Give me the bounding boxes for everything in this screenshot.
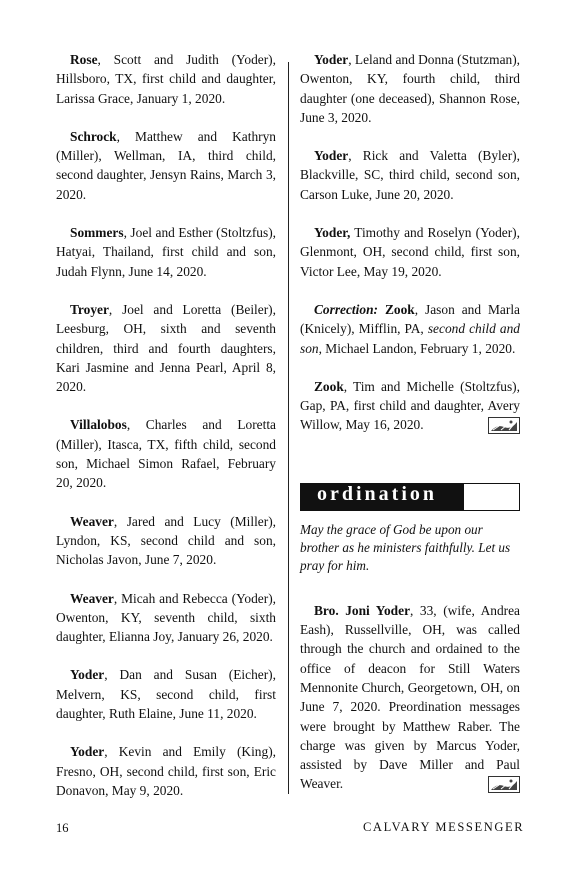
birth-entry — [56, 50, 276, 108]
birth-entry — [56, 742, 276, 800]
entry-surname: Troyer — [70, 301, 109, 317]
page-number: 16 — [56, 821, 69, 835]
entry-surname: Rose — [70, 52, 98, 67]
birth-entry — [300, 377, 520, 435]
column-divider — [288, 62, 289, 794]
section-end-ornament-icon — [488, 776, 520, 793]
birth-entry — [56, 415, 276, 492]
left-column — [56, 50, 276, 819]
entry-text: , Joel and Loretta (Beiler), Leesburg, OH, sixth and seventh children, third and fourth daughters, Kari Jasmine and Jenna Pearl, April 8, 2020. — [56, 301, 276, 395]
entry-text: , Scott and Judith (Yoder), Hillsboro, TX, first child and daughter, Larissa Grace, January 1, 2020. — [56, 52, 276, 106]
ordination-banner — [300, 483, 520, 511]
ordained-name: Bro. Joni Yoder — [314, 602, 411, 618]
entry-text: , Kevin and Emily (King), Fresno, OH, second child, first son, Eric Donavon, May 9, 2020. — [56, 744, 276, 798]
corrected-text: second child and son — [300, 321, 520, 356]
entry-surname: Zook — [377, 301, 415, 317]
entry-surname: Weaver — [70, 513, 114, 529]
entry-surname: Yoder — [314, 148, 349, 164]
birth-entry — [56, 127, 276, 204]
entry-surname: Schrock — [70, 128, 117, 144]
entry-text: , Jared and Lucy (Miller), Lyndon, KS, second child and son, Nicholas Javon, June 7, 2020. — [56, 513, 276, 568]
entry-text: , Joel and Esther (Stoltzfus), Hatyai, Thailand, first child and son, Judah Flynn, June 14, 2020. — [56, 225, 276, 279]
birth-entry — [300, 146, 520, 204]
right-column — [300, 50, 520, 807]
entry-surname: Yoder — [70, 744, 105, 760]
entry-text: , Matthew and Kathryn (Miller), Wellman, IA, third child, second daughter, Jensyn Rains, March 3, 2020. — [56, 128, 276, 202]
section-end-ornament-icon — [488, 417, 520, 434]
entry-surname: Sommers — [70, 225, 124, 241]
section-heading: ordination — [317, 482, 438, 505]
entry-text: , Dan and Susan (Eicher), Melvern, KS, second child, first daughter, Ruth Elaine, June 11, 2020. — [56, 667, 276, 722]
entry-text: , Michael Landon, February 1, 2020. — [318, 340, 516, 356]
publication-title: CALVARY MESSENGER — [363, 820, 525, 834]
correction-label: Correction: — [314, 301, 378, 317]
correction-entry — [300, 300, 520, 358]
entry-surname: Yoder, — [314, 225, 351, 241]
entry-surname: Yoder — [70, 667, 105, 683]
entry-surname: Weaver — [70, 590, 114, 606]
birth-entry — [56, 589, 276, 647]
birth-entry — [56, 512, 276, 570]
entry-surname: Yoder — [314, 52, 349, 67]
entry-text: , Rick and Valetta (Byler), Blackville, SC, third child, second son, Carson Luke, June 20, 2020. — [300, 148, 520, 202]
entry-surname: Villalobos — [70, 417, 127, 433]
entry-surname: Zook — [314, 378, 344, 394]
birth-entry — [300, 223, 520, 281]
birth-entry — [56, 300, 276, 396]
ordination-entry — [300, 601, 520, 794]
birth-entry — [300, 50, 520, 127]
entry-text: , Leland and Donna (Stutzman), Owenton, KY, fourth child, third daughter (one deceased), Shannon Rose, June 3, 2020. — [300, 52, 521, 125]
ordination-text: , 33, (wife, Andrea Eash), Russellville, OH, was called through the church and ordained to the office of deacon for Still Waters Mennonite Church, Georgetown, OH, on June 7, 2020. Preordination messages were brought by Matthew Raber. The charge was given by Marcus Yoder, assisted by Dave Miller and Paul Weaver. — [300, 602, 520, 792]
entry-text: , Tim and Michelle (Stoltzfus), Gap, PA, first child and daughter, Avery Willow, May 16, 2020. — [300, 378, 520, 433]
birth-entry — [56, 665, 276, 723]
entry-text: , Charles and Loretta (Miller), Itasca, TX, fifth child, second son, Michael Simon Rafael, February 20, 2020. — [56, 417, 276, 491]
entry-text: Timothy and Roselyn (Yoder), Glenmont, OH, second child, first son, Victor Lee, May 19, 2020. — [300, 225, 520, 279]
ordination-intro: May the grace of God be upon our brother as he ministers faithfully. Let us pray for him. — [300, 521, 511, 573]
birth-entry — [56, 223, 276, 281]
entry-text: , Micah and Rebecca (Yoder), Owenton, KY, seventh child, sixth daughter, Elianna Joy, January 26, 2020. — [56, 590, 276, 645]
entry-text: , Jason and Marla (Knicely), Mifflin, PA, — [300, 301, 520, 337]
